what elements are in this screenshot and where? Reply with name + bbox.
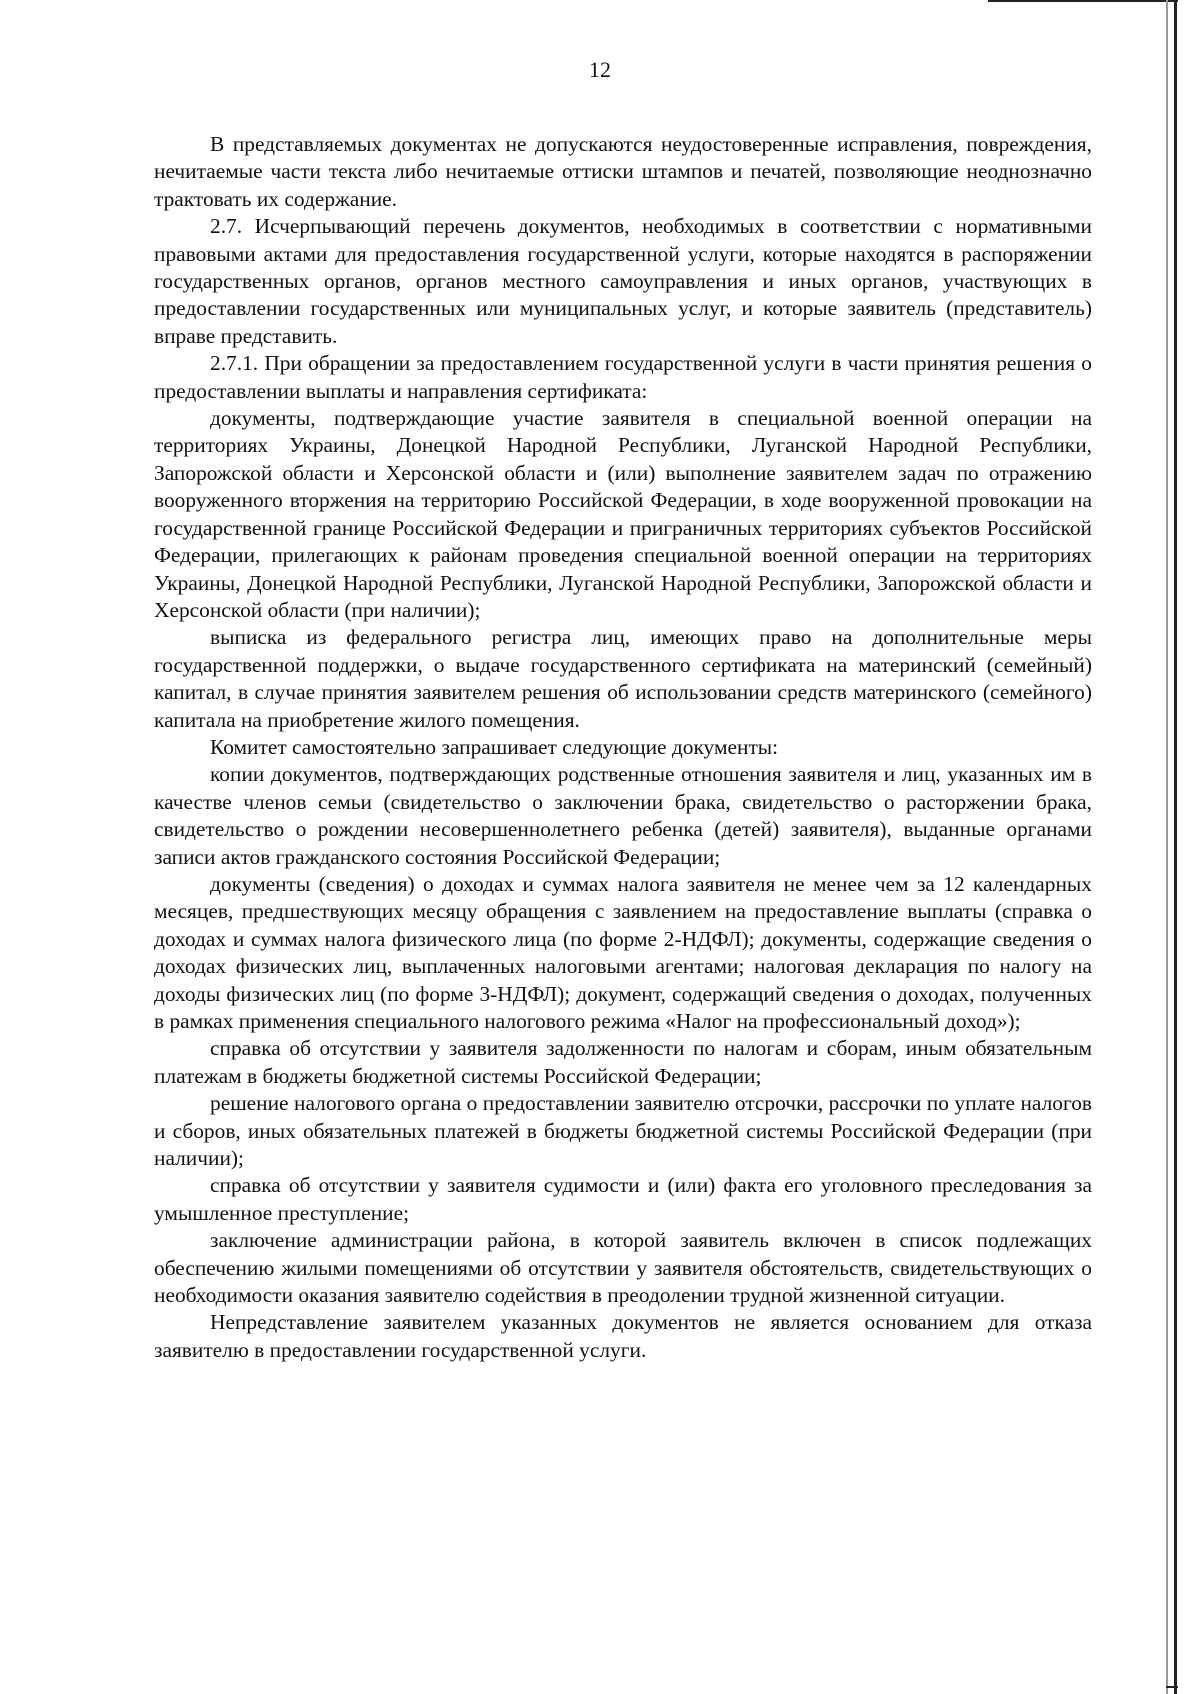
scan-border-right-inner	[1166, 0, 1168, 1694]
page-number: 12	[589, 57, 611, 82]
paragraph-corrections-not-allowed: В представляемых документах не допускаются неудостоверенные исправления, повреждения, нечитаемые части текста либо нечитаемые оттиски штампов и печатей, позволяющие неоднозначно трактовать их содержание.	[154, 132, 1092, 211]
scan-border-right	[1174, 0, 1177, 1694]
paragraph-federal-registry-extract: выписка из федерального регистра лиц, имеющих право на дополнительные меры государственной поддержки, о выдаче государственного сертификата на материнский (семейный) капитал, в случае принятия заявителем решения об использовании средств материнского (семейного) капитала на приобретение жилого помещения.	[154, 625, 1092, 732]
paragraph-tax-debt-certificate: справка об отсутствии у заявителя задолженности по налогам и сборам, иным обязательным платежам в бюджеты бюджетной системы Российской Федерации;	[154, 1036, 1092, 1088]
paragraph-section-2-7: 2.7. Исчерпывающий перечень документов, необходимых в соответствии с нормативными правовыми актами для предоставления государственной услуги, которые находятся в распоряжении государственных органов, органов местного самоуправления и иных органов, участвующих в предоставлении государственных или муниципальных услуг, и которые заявитель (представитель) вправе представить.	[154, 214, 1092, 348]
scan-border-bottom	[1166, 1686, 1178, 1688]
scan-border-top	[988, 0, 1178, 2]
document-body	[154, 131, 1092, 1364]
paragraph-tax-deferral-decision: решение налогового органа о предоставлении заявителю отсрочки, рассрочки по уплате налогов и сборов, иных обязательных платежей в бюджеты бюджетной системы Российской Федерации (при наличии);	[154, 1091, 1092, 1171]
paragraph-criminal-record-certificate: справка об отсутствии у заявителя судимости и (или) факта его уголовного преследования за умышленное преступление;	[154, 1173, 1092, 1225]
paragraph-district-administration-conclusion: заключение администрации района, в которой заявитель включен в список подлежащих обеспечению жилыми помещениями об отсутствии у заявителя обстоятельств, свидетельствующих о необходимости оказания заявителю содействия в преодолении трудной жизненной ситуации.	[154, 1228, 1092, 1308]
paragraph-kinship-documents: копии документов, подтверждающих родственные отношения заявителя и лиц, указанных им в качестве членов семьи (свидетельство о заключении брака, свидетельство о расторжении брака, свидетельство о рождении несовершеннолетнего ребенка (детей) заявителя), выданные органами записи актов гражданского состояния Российской Федерации;	[154, 762, 1092, 869]
paragraph-non-submission-clause: Непредставление заявителем указанных документов не является основанием для отказа заявителю в предоставлении государственной услуги.	[154, 1310, 1092, 1362]
paragraph-section-2-7-1: 2.7.1. При обращении за предоставлением государственной услуги в части принятия решения о предоставлении выплаты и направления сертификата:	[154, 351, 1092, 403]
paragraph-military-participation-docs: документы, подтверждающие участие заявителя в специальной военной операции на территориях Украины, Донецкой Народной Республики, Луганской Народной Республики, Запорожской области и Херсонской области и (или) выполнение заявителем задач по отражению вооруженного вторжения на территорию Российской Федерации, в ходе вооруженной провокации на государственной границе Российской Федерации и приграничных территориях субъектов Российской Федерации, прилегающих к районам проведения специальной военной операции на территориях Украины, Донецкой Народной Республики, Луганской Народной Республики, Запорожской области и Херсонской области (при наличии);	[154, 406, 1092, 622]
paragraph-income-documents: документы (сведения) о доходах и суммах налога заявителя не менее чем за 12 календарных месяцев, предшествующих месяцу обращения с заявлением на предоставление выплаты (справка о доходах и суммах налога физического лица (по форме 2-НДФЛ); документы, содержащие сведения о доходах физических лиц, выплаченных налоговыми агентами; налоговая декларация по налогу на доходы физических лиц (по форме 3-НДФЛ); документ, содержащий сведения о доходах, полученных в рамках применения специального налогового режима «Налог на профессиональный доход»);	[154, 871, 1092, 1033]
paragraph-committee-requests: Комитет самостоятельно запрашивает следующие документы:	[210, 734, 779, 759]
